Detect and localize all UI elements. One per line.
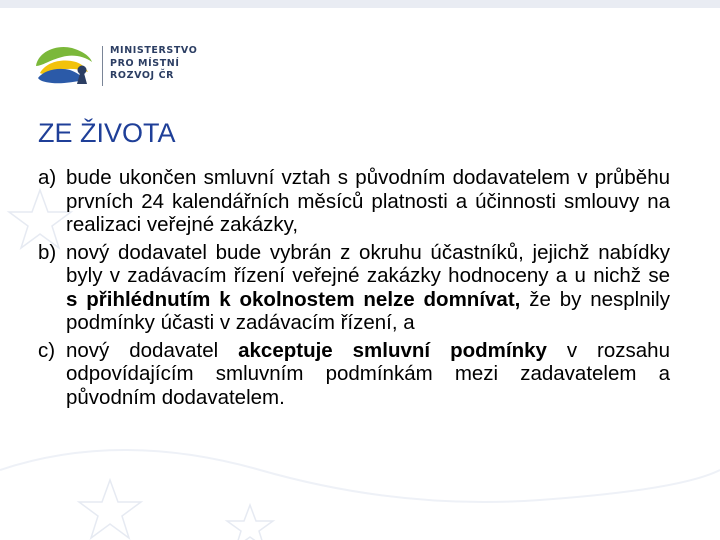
list-item	[38, 166, 670, 237]
list-item	[38, 241, 670, 335]
list-item-text	[66, 241, 670, 335]
text-run: bude ukončen smluvní vztah s původním dodavatelem v průběhu prvních 24 kalendářních měsíců platnosti a účinnosti smlouvy na realizaci veřejné zakázky,	[66, 166, 670, 236]
top-bar	[0, 0, 720, 8]
text-run: nový dodavatel	[66, 338, 239, 362]
page-title: ZE ŽIVOTA	[38, 118, 176, 148]
list-marker: c)	[38, 338, 56, 362]
list-marker: a)	[38, 166, 57, 189]
text-run: v rozsahu odpovídajícím smluvním podmínkám mezi zadavatelem a původním dodavatelem.	[66, 338, 670, 409]
list-item-text	[66, 339, 670, 410]
emphasis-text: s přihlédnutím k okolnostem nelze domnívat,	[66, 287, 521, 311]
list-marker: b)	[38, 240, 57, 264]
ministry-name-line: ROZVOJ ČR	[110, 70, 175, 81]
ministry-logo-icon	[32, 40, 96, 90]
ministry-name-line: PRO MÍSTNÍ	[110, 57, 180, 69]
logo-divider	[102, 46, 103, 86]
ministry-name-line: MINISTERSTVO	[110, 45, 198, 56]
emphasis-text: akceptuje smluvní podmínky	[238, 338, 547, 362]
ministry-name	[110, 45, 197, 83]
list-item-text	[66, 166, 670, 237]
list-item	[38, 339, 670, 410]
conditions-list	[38, 166, 670, 413]
text-run: že by nesplnily podmínky účasti v zadávacím řízení, a	[66, 287, 670, 334]
text-run: nový dodavatel bude vybrán z okruhu účastníků, jejichž nabídky byly v zadávacím řízení veřejné zakázky hodnoceny a u nichž se	[66, 240, 670, 287]
